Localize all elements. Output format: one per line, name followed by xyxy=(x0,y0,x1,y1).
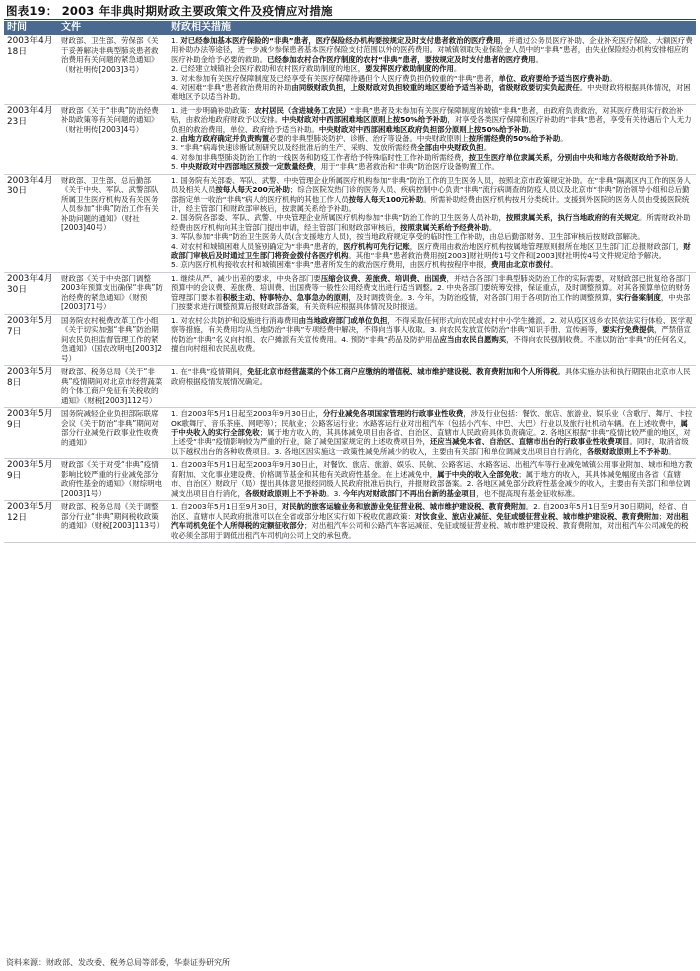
figure-title: 图表19： 2003 年非典时期财政主要政策文件及疫情应对措施 xyxy=(4,3,696,20)
row-document: 财政部《关于对受“非典”疫情影响比较严重的行业减免部分政府性基金的通知》（财综明电[2003]1号） xyxy=(58,459,168,501)
row-date: 2003年5月9日 xyxy=(4,459,58,501)
measure-item: 2. 已经建立城镇社会医疗救助和农村医疗救助制度的地区，要发挥医疗救助制度的作用。 xyxy=(171,64,462,74)
table-row xyxy=(4,104,696,174)
row-measures xyxy=(168,272,696,314)
row-date: 2003年5月7日 xyxy=(4,314,58,366)
row-date: 2003年5月12日 xyxy=(4,501,58,543)
row-measures xyxy=(168,459,696,501)
table-row xyxy=(4,314,696,366)
row-measures xyxy=(168,314,696,366)
table-row xyxy=(4,366,696,408)
measure-item: 1. 国务院有关部委、军队、武警、中央管理企业所属医疗机构参加“非典”防治工作的卫生医务人员，按照北京市政策规定补助。在“非典”隔离区内工作的医务人员及相关人员按每人每天200元补助；综合医院发热门诊的医务人员、疾病控制中心负责“非典”流行病调查的防疫人员以及北京市“非典”防治领导小组和总后勤部指定单一收治“非典”病人的医疗机构的其他工作人员按每人每天100元补助。所需补助经费由医疗机构按月分类统计。支援到外医院的医务人员由受援医院统计，经主管部门和财政部审核后，按隶属关系给予补助。 xyxy=(171,175,691,213)
source-note: 资料来源：财政部、发改委、税务总局等部委，华泰证券研究所 xyxy=(6,958,230,967)
measure-item: 5. 中央财政对中西部地区预拨一定数量经费，用于“非典”患者救治和“非典”防治医疗设备购置工作。 xyxy=(171,162,499,172)
table-body xyxy=(4,35,696,542)
row-measures xyxy=(168,408,696,459)
measure-item: 4. 对农村和城镇困难人员鉴别确定为“非典”患者的，医疗机构可先行记账，医疗费用由救治地医疗机构按属地管理原则报所在地区卫生部门汇总报财政部门，财政部门审核后及时通过卫生部门将资金拨付各医疗机构。其他“非典”患者救治费用按[2003]财社明传1号文件和[2003]财社明传4号文件规定给予解决。 xyxy=(171,241,691,260)
measure-item: 1. 进一步明确补助政策：农村居民（含进城务工农民）“非典”患者及未参加有关医疗保障制度的城镇“非典”患者，由政府负责救治，对其医疗费用实行救治补贴，由救治地政府财政予以安排。中央财政对中西部困难地区原则上按50%给予补助，对享受各类医疗保障和医疗补助的“非典”患者，享受有关待遇后个人无力负担的救治费用，单位、政府给予适当补助。中央财政对中西部困难地区政府负担部分原则上按50%给予补助。 xyxy=(171,105,692,134)
measure-item: 1. 对已经参加基本医疗保险的“非典”患者，医疗保险经办机构要按规定及时支付患者救治的医疗费用，并通过公务员医疗补助、企业补充医疗保险、大额医疗费用补助办法等途径，进一步减少参保患者基本医疗保险支付范围以外的医药费用。对城镇领取失业保险金人员中的“非典”患者，由失业保险经办机构安排相应的医疗补助金给予必要的救助。已经参加农村合作医疗制度的农村“非典”患者，要按规定及时支付患者的医疗费用。 xyxy=(171,36,693,64)
policy-table xyxy=(4,21,696,543)
table-row xyxy=(4,272,696,314)
row-date: 2003年4月30日 xyxy=(4,272,58,314)
row-document: 国务院农村税费改革工作小组《关于切实加强“非典”防治期间农民负担监督管理工作的紧急通知》（国农改明电[2003]2号） xyxy=(58,314,168,366)
row-date: 2003年5月8日 xyxy=(4,366,58,408)
row-document: 财政部、税务总局《关于调整部分行业“非典”期间税收政策的通知》（财税[2003]113号） xyxy=(58,501,168,543)
header-measures: 财政相关措施 xyxy=(168,21,696,35)
row-document: 国务院减轻企业负担部际联席会议《关于防治“非典”期间对部分行业减免行政事业性收费的通知》 xyxy=(58,408,168,459)
row-document: 财政部、卫生部、总后勤部《关于中央、军队、武警部队所属卫生医疗机构及有关医务人员参加“非典”防治工作有关补助问题的通知》（财社[2003]40号） xyxy=(58,174,168,272)
header-time: 时间 xyxy=(4,21,58,35)
row-date: 2003年5月9日 xyxy=(4,408,58,459)
row-measures xyxy=(168,366,696,408)
measure-item: 1. 对农村公共防护和设施进行消毒费用由当地政府部门或单位负担，不得采取任何形式向农民或农村中小学生摊派。2. 对从疫区返乡农民依法实行体检、医学观察等措施，有关费用均从当地防治“非典”专项经费中解决，不得向当事人收取。3. 向农民发放宣传防治“非典”知识手册、宣传画等，要实行免费提供，严禁借宣传防治“非典”名义向村组、农户摊派有关宣传费用。4. 预防“非典”药品及防护用品应当由农民自愿购买，不得向农民强制收费。不准以防治“非典”的任何名义，擅自向村组和农民乱收费。 xyxy=(171,315,693,353)
row-measures xyxy=(168,35,696,104)
table-row xyxy=(4,408,696,459)
table-row xyxy=(4,501,696,543)
row-document: 财政部《关于“非典”防治经费补助政策等有关问题的通知》（财社明传[2003]4号） xyxy=(58,104,168,174)
row-document: 财政部、卫生部、劳保部《关于妥善解决非典型肺炎患者救治费用有关问题的紧急通知》（财社明传[2003]3号） xyxy=(58,35,168,104)
table-row xyxy=(4,174,696,272)
row-measures xyxy=(168,174,696,272)
row-document: 财政部《关于中央部门调整2003年预算支出确保“非典”防治经费的紧急通知》（财预[2003]71号） xyxy=(58,272,168,314)
row-date: 2003年4月23日 xyxy=(4,104,58,174)
row-date: 2003年4月30日 xyxy=(4,174,58,272)
row-date: 2003年4月18日 xyxy=(4,35,58,104)
measure-item: 2. 国务院各部委、军队、武警、中央管理企业所属医疗机构参加“非典”防治工作的卫生医务人员补助，按照隶属关系，执行当地政府的有关规定。所需财政补助经费由医疗机构向其主管部门提出申请，经主管部门和财政部审核后，按照隶属关系给予经费补助。 xyxy=(171,213,691,232)
measure-item: 5. 京内医疗机构接收农村和城镇困难“非典”患者所发生的救治医疗费用，由医疗机构按程序申报，费用由北京市拨付。 xyxy=(171,260,558,270)
row-measures xyxy=(168,104,696,174)
row-document: 财政部、税务总局《关于“非典”疫情期间对北京市经营蔬菜的个体工商户免征有关税收的通知》（财税[2003]112号） xyxy=(58,366,168,408)
row-measures xyxy=(168,501,696,543)
table-header-row xyxy=(4,21,696,35)
measure-item: 1. 自2003年5月1日起至2003年9月30日止，分行业减免各项国家管理的行政事业性收费，涉及行业包括：餐饮、旅店、旅游业、娱乐业（含歌厅、舞厅、卡拉OK歌舞厅、音乐茶座、网吧等）；民航业；公路客运行业；水路客运行业对出租汽车（包括小汽车、中巴、大巴）行业以及旅行社机动车辆。在上述收费中，属于中央收入的实行全部免收；属于地方收入的，其具体减免项目由各省、自治区、直辖市人民政府具体负责确定。2. 各地区根据“非典”疫情比较严重的地区，对上述受“非典”疫情影响较为严重的行业，除了减免国家规定的上述收费项目外，还应当减免本省、自治区、直辖市出台的行政事业性收费项目。同时，取消省级以下越权出台的各种收费项目。3. 各地区因实施这一政策性减免所减少的收入，主要由有关部门和单位调减支出项目自行消化，各级财政原则上不予补助。 xyxy=(171,409,693,456)
measure-item: 3. 对未参加有关医疗保障制度及已经享受有关医疗保障待遇但个人医疗费负担仍较重的“非典”患者，单位、政府要给予适当医疗费补助。 xyxy=(171,73,617,83)
measure-item: 2. 由地方政府确定并负责购置必要的非典型肺炎防护、诊断、治疗等设备。中央财政原则上按所需经费的50%给予补助。 xyxy=(171,134,568,144)
measure-item: 1. 继续从严、减少出差的要求，中央各部门要压缩会议费、差旅费、培训费、出国费，并结合各部门非典型肺炎防治工作的实际需要，对财政部已批复给各部门预算中的会议费、差旅费、培训费、出国费等一般性公用经费支出进行适当调整。2. 中央各部门要统筹安排，保证重点，及时调整预算。对其各预算单位的财务管理部门要本着积极主动、特事特办、急事急办的原则，及时调拨资金。3. 今年，为防治疫情，对各部门用于各项防治工作的调整预算，实行备案制度，中央部门按要求进行调整预算后报财政部备案，有关资料应根据具体情况及时报送。 xyxy=(171,273,691,311)
table-row xyxy=(4,35,696,104)
table-row xyxy=(4,459,696,501)
measure-item: 3. 军队参加“非典”防治卫生医务人员(含支援地方人员)，按当地政府规定享受的临时性工作补助，由总后勤部财务、卫生部审核后按财政部解决。 xyxy=(171,232,645,242)
measure-item: 3. “非典”病毒快速诊断试剂研究以及经批准后的生产、采购、发放所需经费全部由中央财政负担。 xyxy=(171,143,492,153)
measure-item: 4. 对参加非典型肺炎防治工作的一线医务和防疫工作者给予特殊临时性工作补助所需经费，按卫生医疗单位隶属关系，分别由中央和地方各级财政给予补助。 xyxy=(171,152,683,162)
header-document: 文件 xyxy=(58,21,168,35)
measure-item: 4. 对困难“非典”患者救治费用的补助由同级财政负担，上级财政对负担较重的地区要给予适当补助，省级财政要切实负起责任。中央财政将根据具体情况，对困难地区予以适当补助。 xyxy=(171,83,691,102)
measure-item: 1. 在“非典”疫情期间，免征北京市经营蔬菜的个体工商户应缴纳的增值税、城市维护建设税、教育费附加和个人所得税。具体实施办法和执行期限由北京市人民政府根据疫情发展情况确定。 xyxy=(171,367,691,386)
measure-item: 1. 自2003年5月1日起至2003年9月30日止，对餐饮、旅店、旅游、娱乐、民航、公路客运、水路客运、出租汽车等行业减免城镇公用事业附加、城市和地方教育附加、文化事业建设费、价格调节基金和其他有关政府性基金。在上述减免中，属于中央的收入全部免收；属于地方的收入，其具体减免幅度由各省（直辖市、自治区）财政厅（局）提出具体意见报经同级人民政府批准后执行，并报财政部备案。2. 各地区减免部分政府性基金减少的收入，主要由有关部门和单位调减支出项目自行消化，各级财政原则上不予补助。3. 今年内对财政部门不再出台新的基金项目，也不提高现有基金征收标准。 xyxy=(171,460,693,498)
measure-item: 1. 自2003年5月1日至9月30日，对民航的旅客运输业务和旅游业免征营业税、城市维护建设税、教育费附加。2. 自2003年5月1日至9月30日期间，经省、自治区、直辖市人民政府批准可以在全省或部分地区实行如下税收优惠政策：对饮食业、旅店业减征、免征或缓征营业税、城市维护建设税、教育费附加；对出租汽车司机免征个人所得税的定额征收部分；对出租汽车公司和公路汽车客运减征、免征或缓征营业税、城市维护建设税、教育费附加，对出租汽车公司减免的税收必须全部用于调低出租汽车司机向公司上交的承包费。 xyxy=(171,502,689,540)
